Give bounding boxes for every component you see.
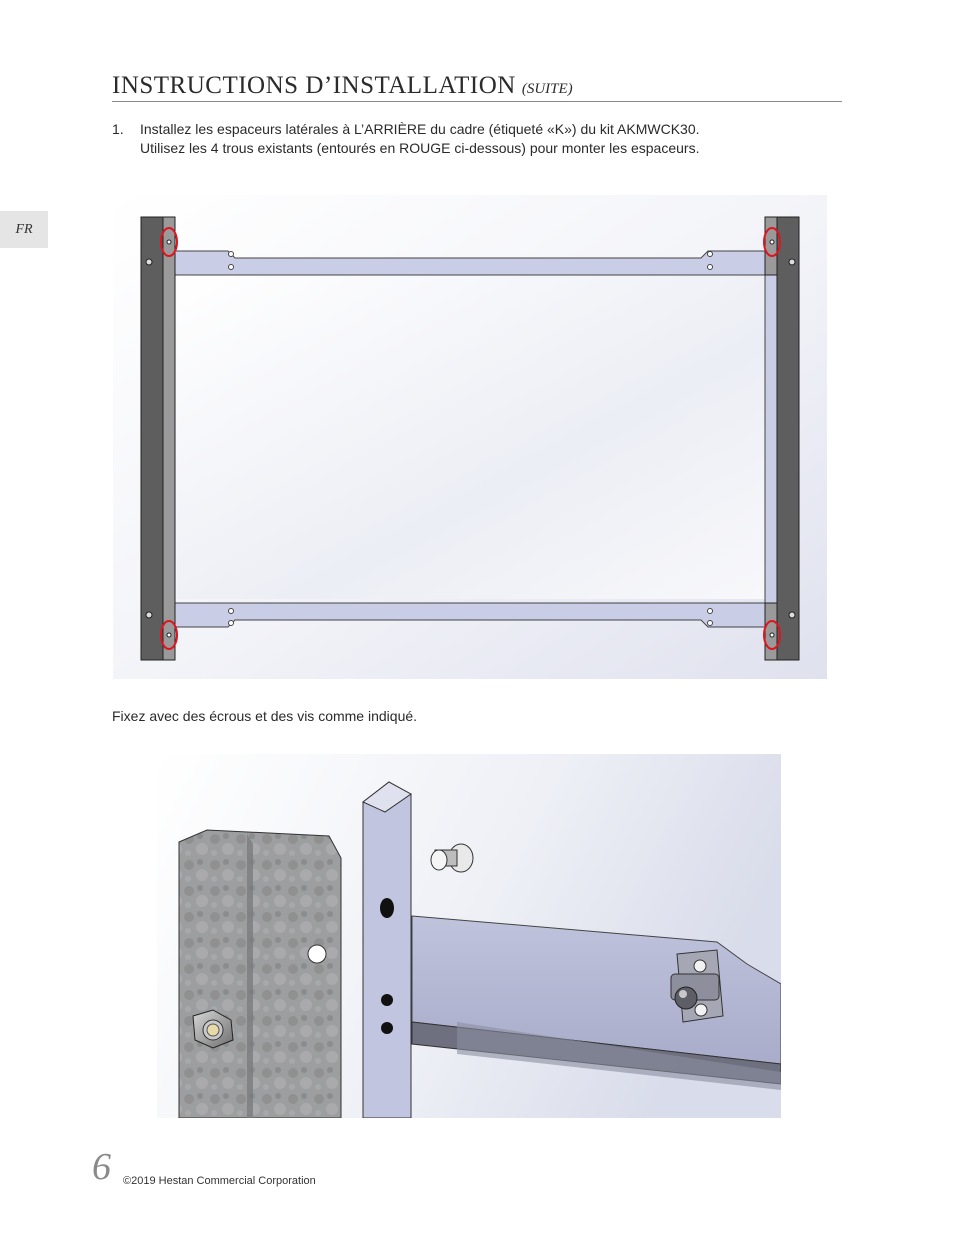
spacer-attachment-diagram (157, 754, 781, 1118)
step-number: 1. (112, 121, 124, 137)
frame-rear-diagram (113, 195, 827, 679)
step-line-1: Installez les espaceurs latérales à L’ARRIÈRE du cadre (étiqueté «K») du kit AKMWCK30. (140, 121, 700, 137)
language-tab: FR (0, 211, 48, 248)
page-number: 6 (92, 1146, 111, 1188)
copyright-text: ©2019 Hestan Commercial Corporation (123, 1175, 316, 1187)
step-text (140, 120, 832, 158)
step-line-2: Utilisez les 4 trous existants (entourés en ROUGE ci-dessous) pour monter les espaceurs. (140, 140, 700, 156)
heading-title: INSTRUCTIONS D’INSTALLATION (112, 72, 516, 99)
heading-subtitle: (SUITE) (521, 81, 573, 97)
figure-caption: Fixez avec des écrous et des vis comme indiqué. (112, 708, 418, 724)
instruction-step (112, 120, 832, 158)
section-heading (112, 72, 842, 102)
